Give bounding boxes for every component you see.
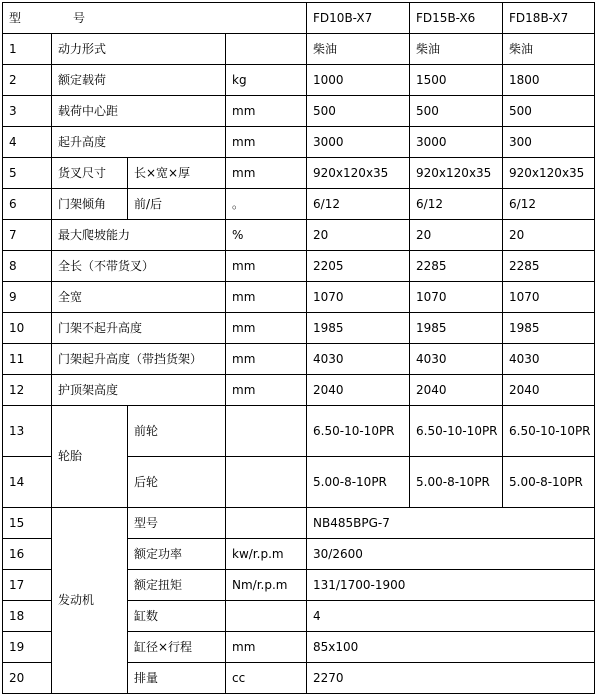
row-number: 12 (3, 375, 52, 406)
row-value: 6/12 (410, 189, 503, 220)
row-value: 1500 (410, 65, 503, 96)
row-unit: mm (226, 158, 307, 189)
row-unit: kg (226, 65, 307, 96)
row-value: 20 (410, 220, 503, 251)
table-row (3, 313, 595, 344)
row-item: 动力形式 (52, 34, 226, 65)
row-item: 额定载荷 (52, 65, 226, 96)
row-value: 1800 (503, 65, 595, 96)
row-number: 8 (3, 251, 52, 282)
model-name-1: FD10B-X7 (307, 3, 410, 34)
row-subitem: 缸数 (128, 601, 226, 632)
row-value: 6.50-10-10PR (307, 406, 410, 457)
row-item: 门架不起升高度 (52, 313, 226, 344)
row-number: 19 (3, 632, 52, 663)
model-name-2: FD15B-X6 (410, 3, 503, 34)
model-name-3: FD18B-X7 (503, 3, 595, 34)
table-row (3, 375, 595, 406)
row-subitem: 额定功率 (128, 539, 226, 570)
row-item: 起升高度 (52, 127, 226, 158)
tire-group-label: 轮胎 (52, 406, 128, 508)
row-item: 载荷中心距 (52, 96, 226, 127)
row-unit (226, 601, 307, 632)
row-value: 85x100 (307, 632, 595, 663)
row-value: 1985 (307, 313, 410, 344)
row-number: 9 (3, 282, 52, 313)
row-number: 18 (3, 601, 52, 632)
row-value: 柴油 (307, 34, 410, 65)
row-value: 920x120x35 (307, 158, 410, 189)
row-number: 11 (3, 344, 52, 375)
row-subitem: 缸径×行程 (128, 632, 226, 663)
table-row (3, 406, 595, 457)
row-subitem: 型号 (128, 508, 226, 539)
table-row (3, 127, 595, 158)
row-unit: kw/r.p.m (226, 539, 307, 570)
row-number: 7 (3, 220, 52, 251)
row-subitem: 后轮 (128, 457, 226, 508)
row-value: 1985 (503, 313, 595, 344)
row-value: 2040 (410, 375, 503, 406)
row-value: 4 (307, 601, 595, 632)
row-unit (226, 508, 307, 539)
row-value: 131/1700-1900 (307, 570, 595, 601)
row-value: 1070 (410, 282, 503, 313)
spec-table (2, 2, 595, 694)
row-value: 2040 (503, 375, 595, 406)
row-value: 20 (503, 220, 595, 251)
row-value: 20 (307, 220, 410, 251)
row-number: 15 (3, 508, 52, 539)
row-value: 4030 (503, 344, 595, 375)
row-number: 13 (3, 406, 52, 457)
row-unit: mm (226, 96, 307, 127)
row-unit (226, 406, 307, 457)
engine-group-label: 发动机 (52, 508, 128, 694)
row-value: 1000 (307, 65, 410, 96)
row-value: 3000 (307, 127, 410, 158)
row-unit: 。 (226, 189, 307, 220)
row-value: 30/2600 (307, 539, 595, 570)
row-number: 10 (3, 313, 52, 344)
row-value: 4030 (307, 344, 410, 375)
row-number: 1 (3, 34, 52, 65)
table-row (3, 96, 595, 127)
table-row (3, 508, 595, 539)
row-unit: mm (226, 375, 307, 406)
row-unit (226, 34, 307, 65)
row-value: 2270 (307, 663, 595, 694)
row-unit: mm (226, 127, 307, 158)
row-item: 门架倾角 (52, 189, 128, 220)
row-value: 1070 (503, 282, 595, 313)
row-unit: % (226, 220, 307, 251)
row-value: 6/12 (307, 189, 410, 220)
row-value: 500 (503, 96, 595, 127)
row-value: NB485BPG-7 (307, 508, 595, 539)
row-value: 2205 (307, 251, 410, 282)
row-value: 3000 (410, 127, 503, 158)
row-number: 14 (3, 457, 52, 508)
row-number: 6 (3, 189, 52, 220)
row-value: 500 (410, 96, 503, 127)
row-value: 6/12 (503, 189, 595, 220)
row-item: 货叉尺寸 (52, 158, 128, 189)
row-value: 920x120x35 (503, 158, 595, 189)
row-item: 最大爬坡能力 (52, 220, 226, 251)
row-unit: mm (226, 313, 307, 344)
row-value: 5.00-8-10PR (410, 457, 503, 508)
row-value: 500 (307, 96, 410, 127)
row-number: 5 (3, 158, 52, 189)
row-value: 920x120x35 (410, 158, 503, 189)
row-number: 2 (3, 65, 52, 96)
row-value: 1070 (307, 282, 410, 313)
row-unit: mm (226, 282, 307, 313)
row-item: 门架起升高度（带挡货架） (52, 344, 226, 375)
row-unit: mm (226, 251, 307, 282)
row-subitem: 排量 (128, 663, 226, 694)
row-item: 全宽 (52, 282, 226, 313)
model-header-label-2: 号 (73, 10, 86, 25)
table-row (3, 220, 595, 251)
table-row (3, 189, 595, 220)
row-unit: cc (226, 663, 307, 694)
row-unit: mm (226, 344, 307, 375)
row-number: 20 (3, 663, 52, 694)
row-number: 17 (3, 570, 52, 601)
row-value: 4030 (410, 344, 503, 375)
header-row (3, 3, 595, 34)
table-row (3, 65, 595, 96)
table-row (3, 158, 595, 189)
model-header-label-1: 型 (9, 10, 22, 25)
row-value: 2040 (307, 375, 410, 406)
row-value: 6.50-10-10PR (503, 406, 595, 457)
row-value: 300 (503, 127, 595, 158)
table-row (3, 344, 595, 375)
row-value: 柴油 (410, 34, 503, 65)
row-subitem: 长×宽×厚 (128, 158, 226, 189)
row-value: 5.00-8-10PR (307, 457, 410, 508)
row-value: 2285 (410, 251, 503, 282)
row-unit: mm (226, 632, 307, 663)
row-value: 1985 (410, 313, 503, 344)
row-unit (226, 457, 307, 508)
row-value: 6.50-10-10PR (410, 406, 503, 457)
row-value: 5.00-8-10PR (503, 457, 595, 508)
row-item: 全长（不带货叉） (52, 251, 226, 282)
table-row (3, 34, 595, 65)
table-row (3, 282, 595, 313)
row-subitem: 前轮 (128, 406, 226, 457)
row-number: 16 (3, 539, 52, 570)
row-subitem: 前/后 (128, 189, 226, 220)
row-number: 4 (3, 127, 52, 158)
row-item: 护顶架高度 (52, 375, 226, 406)
row-unit: Nm/r.p.m (226, 570, 307, 601)
row-subitem: 额定扭矩 (128, 570, 226, 601)
row-value: 2285 (503, 251, 595, 282)
row-value: 柴油 (503, 34, 595, 65)
model-header-cell (3, 3, 307, 34)
table-row (3, 251, 595, 282)
row-number: 3 (3, 96, 52, 127)
